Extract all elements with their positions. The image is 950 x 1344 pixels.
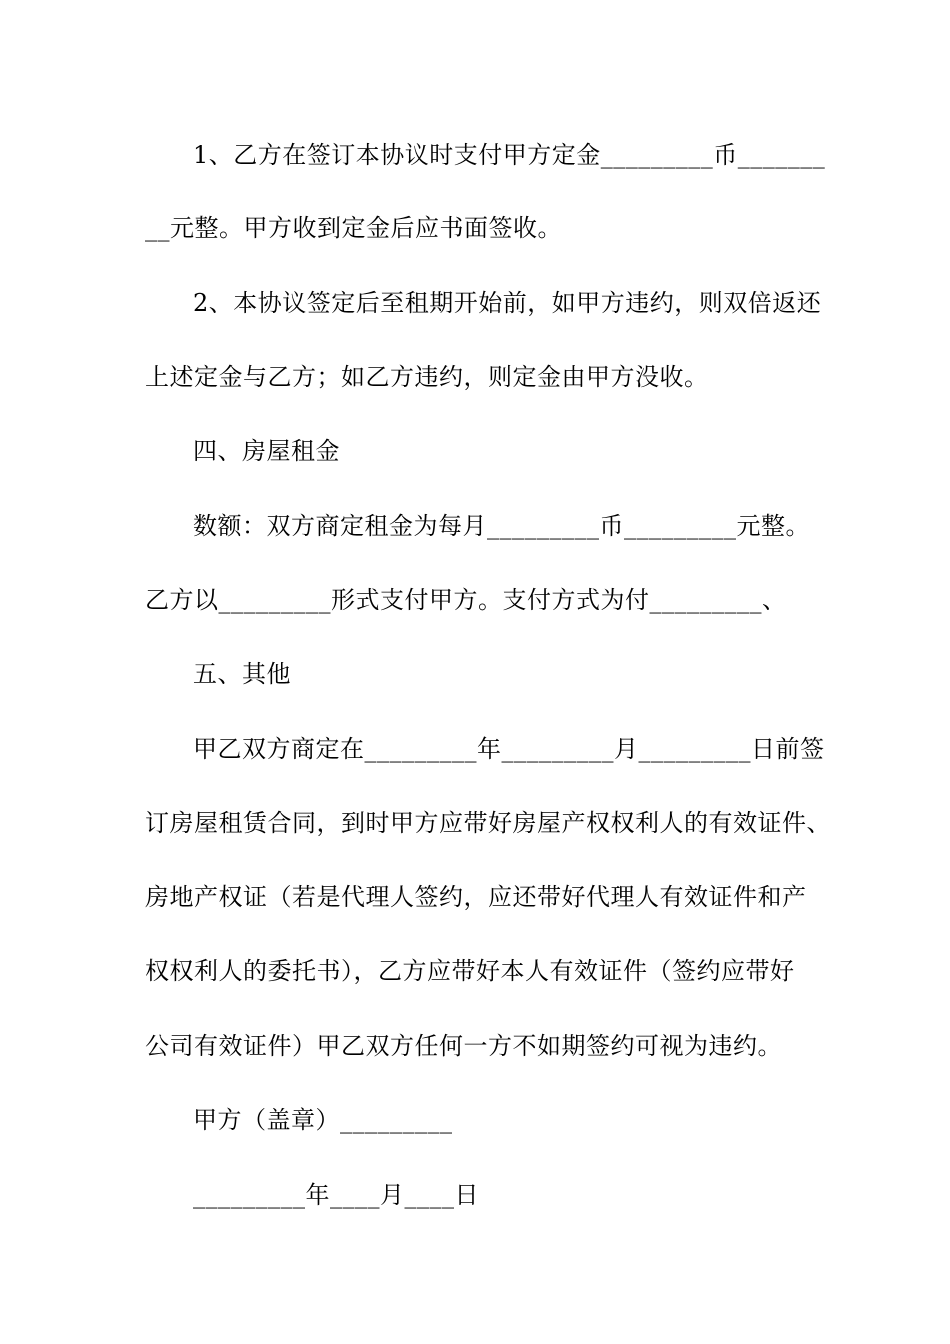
clause-deposit-payment-cont: __元整。甲方收到定金后应书面签收。 [145, 214, 562, 242]
other-clause-line-3: 房地产权证（若是代理人签约，应还带好代理人有效证件和产 [145, 883, 807, 911]
other-clause-line-5: 公司有效证件）甲乙双方任何一方不如期签约可视为违约。 [145, 1032, 782, 1060]
rent-payment-method: 乙方以_________形式支付甲方。支付方式为付_________、 [145, 586, 787, 614]
signature-date: _________年____月____日 [193, 1181, 479, 1209]
other-clause-line-2: 订房屋租赁合同，到时甲方应带好房屋产权权利人的有效证件、 [145, 809, 831, 837]
clause-breach: 2、本协议签定后至租期开始前，如甲方违约，则双倍返还 [193, 289, 822, 317]
other-clause-line-1: 甲乙双方商定在_________年_________月_________日前签 [193, 735, 825, 763]
clause-breach-cont: 上述定金与乙方；如乙方违约，则定金由甲方没收。 [145, 363, 709, 391]
other-clause-line-4: 权权利人的委托书），乙方应带好本人有效证件（签约应带好 [145, 957, 795, 985]
clause-deposit-payment: 1、乙方在签订本协议时支付甲方定金_________币_______ [193, 141, 826, 169]
section-heading-rent: 四、房屋租金 [193, 437, 340, 465]
section-heading-other: 五、其他 [193, 660, 291, 688]
rent-amount: 数额：双方商定租金为每月_________币_________元整。 [193, 512, 810, 540]
party-a-seal: 甲方（盖章）_________ [193, 1106, 453, 1134]
